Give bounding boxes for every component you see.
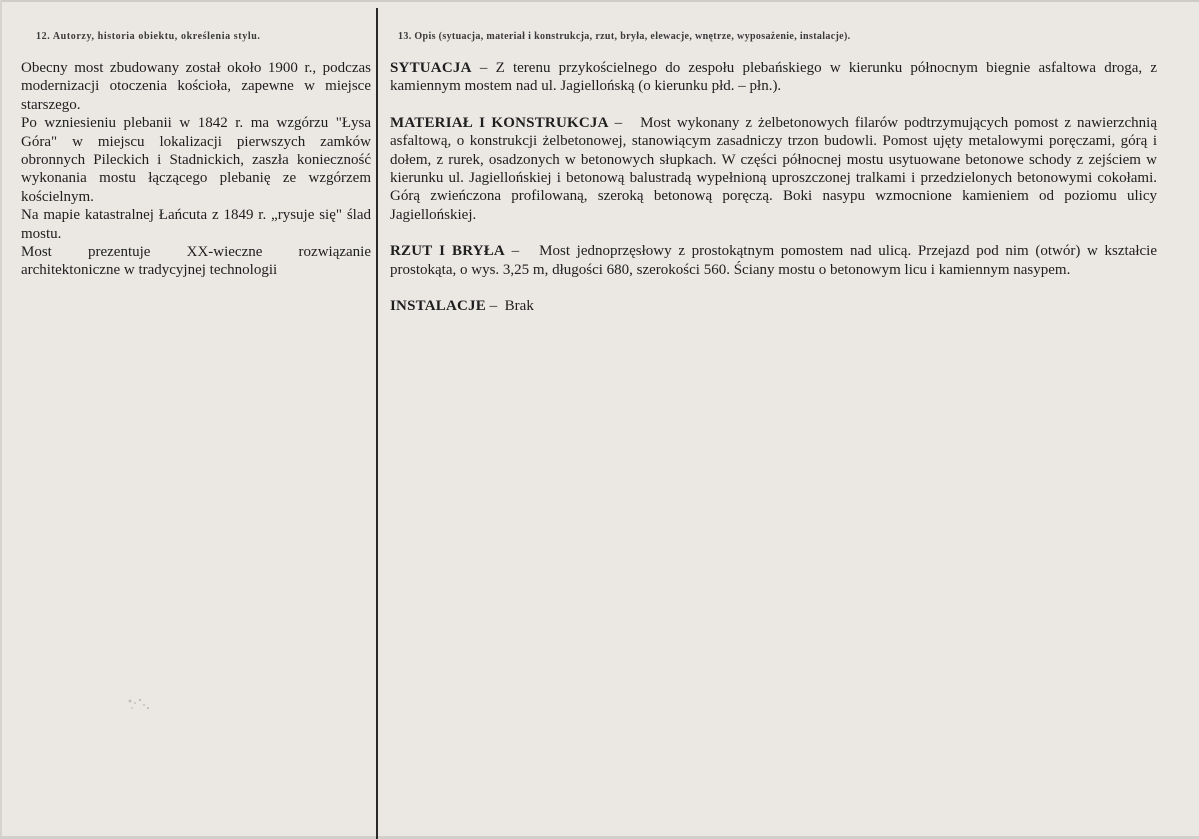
section-heading: INSTALACJE [390, 298, 486, 315]
section-heading: SYTUACJA [390, 60, 472, 76]
history-paragraph: Na mapie katastralnej Łańcuta z 1849 r. „rysuje się" ślad mostu. [21, 207, 371, 242]
section-body: Most jednoprzęsłowy z prostokątnym pomostem nad ulicą. Przejazd pod nim (otwór) w kształcie prostokąta, o wys. 3,25 m, długości 680, szerokości 560. Ściany mostu o betonowym licu i kamiennym nasypem. [390, 243, 1157, 278]
section-sytuacja [390, 59, 1157, 96]
section-heading: RZUT I BRYŁA [390, 243, 505, 260]
right-column-header: 13. Opis (sytuacja, materiał i konstrukcja, rzut, bryła, elewacje, wnętrze, wyposażenie, instalacje). [398, 31, 851, 42]
section-separator: – [485, 298, 505, 315]
section-separator: – [608, 114, 641, 131]
section-body: Brak [504, 298, 534, 315]
history-paragraph: Most prezentuje XX-wieczne rozwiązanie architektoniczne w tradycyjnej technologii [21, 244, 371, 279]
section-separator: – [471, 60, 496, 76]
sheet-edge-left [0, 0, 2, 839]
history-paragraph: Po wzniesieniu plebanii w 1842 r. ma wzgórzu "Łysa Góra" w miejscu lokalizacji pierwszych zamków obronnych Pileckich i Stadnickich, zaszła konieczność wykonania mostu łączącego plebanię ze wzgórzem kościelnym. [21, 115, 371, 205]
left-column-text [21, 59, 371, 280]
column-divider [376, 8, 378, 839]
sheet-edge-top [0, 0, 1199, 2]
right-column-text [390, 59, 1157, 333]
section-rzut [390, 242, 1157, 279]
paper-smudge [122, 693, 156, 715]
section-material [390, 114, 1157, 224]
history-paragraph: Obecny most zbudowany został około 1900 r., podczas modernizacji otoczenia kościoła, zapewne w miejsce starszego. [21, 60, 371, 113]
section-body: Z terenu przykościelnego do zespołu plebańskiego w kierunku północnym biegnie asfaltowa droga, z kamiennym mostem nad ul. Jagiellońską (o kierunku płd. – płn.). [390, 60, 1158, 95]
section-heading: MATERIAŁ I KONSTRUKCJA [390, 114, 609, 131]
section-body: Most wykonany z żelbetonowych filarów podtrzymujących pomost z nawierzchnią asfaltową, o konstrukcji żelbetonowej, stanowiącym zasadniczy trzon budowli. Pomost ujęty metalowymi poręczami, górą i dołem, z rurek, osadzonych w betonowych słupkach. W części północnej mostu usytuowane betonowe schody z zejściem w kierunku ul. Jagiellońskiej i betonową balustradą wypełnioną uproszczonej tralkami i przedzielonych betonowymi cokołami. Górą zwieńczona profilowaną, szeroką betonową poręczą. Boki nasypu wzmocnione kamieniem od poziomu ulicy Jagiellońskiej. [390, 114, 1157, 223]
section-separator: – [504, 243, 540, 260]
section-instalacje [390, 297, 1157, 315]
left-column-header: 12. Autorzy, historia obiektu, określenia stylu. [36, 31, 261, 42]
